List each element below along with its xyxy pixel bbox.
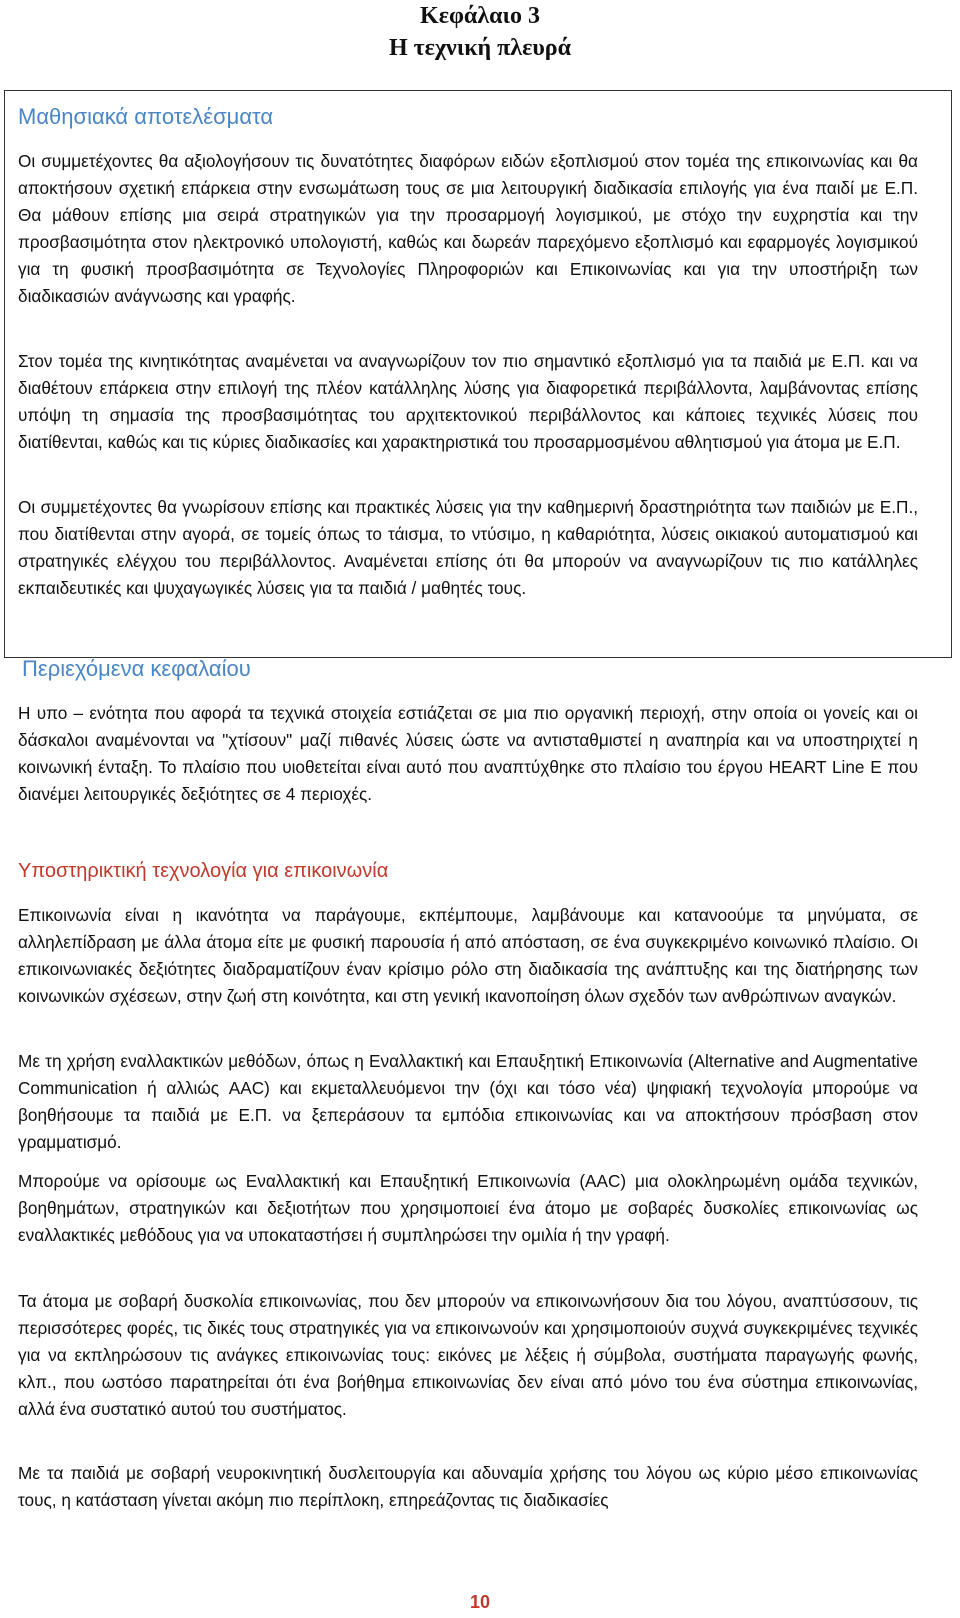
chapter-number: Κεφάλαιο 3 xyxy=(420,3,540,29)
outcomes-paragraph-2: Στον τομέα της κινητικότητας αναμένεται να αναγνωρίζουν τον πιο σημαντικό εξοπλισμό για τα παιδιά με Ε.Π. και να διαθέτουν επάρκεια στην επιλογή της πλέον κατάλληλης λύσης για διαφορετικά περιβάλλοντα, λαμβάνοντας επίσης υπόψη τη σημασία της προσβασιμότητας του αρχιτεκτονικού περιβάλλοντος και κάποιες τεχνικές λύσεις που διατίθενται, καθώς και τις κύριες διαδικασίες και χαρακτηριστικά του προσαρμοσμένου αθλητισμού για άτομα με Ε.Π. xyxy=(18,351,918,452)
section-paragraph-2: Με τη χρήση εναλλακτικών μεθόδων, όπως η Εναλλακτική και Επαυξητική Επικοινωνία (Alternative and Augmentative Communication ή αλλιώς AAC) και εκμεταλλευόμενοι την (όχι και τόσο νέα) ψηφιακή τεχνολογία μπορούμε να βοηθήσουμε τα παιδιά με Ε.Π. να ξεπεράσουν τα εμπόδια επικοινωνίας και να αποκτήσουν πρόσβαση στον γραμματισμό. xyxy=(18,1051,918,1152)
contents-paragraph: Η υπο – ενότητα που αφορά τα τεχνικά στοιχεία εστιάζεται σε μια πιο οργανική περιοχή, στην οποία οι γονείς και οι δάσκαλοι αναμένονται να "χτίσουν" μαζί πιθανές λύσεις ώστε να αντισταθμιστεί η αναπηρία και να υποστηριχτεί η κοινωνική ένταξη. Το πλαίσιο που υιοθετείται είναι αυτό που αναπτύχθηκε στο πλαίσιο του έργου HEART Line E που διανέμει λειτουργικές δεξιότητες σε 4 περιοχές. xyxy=(18,703,918,804)
chapter-title xyxy=(0,0,960,64)
section-paragraph-4: Τα άτομα με σοβαρή δυσκολία επικοινωνίας, που δεν μπορούν να επικοινωνήσουν δια του λόγου, αναπτύσσουν, τις περισσότερες φορές, τις δικές τους στρατηγικές για να επικοινωνούν και χρησιμοποιούν συχνά συγκεκριμένες τεχνικές για να εκπληρώσουν τις ανάγκες επικοινωνίας τους: εικόνες με λέξεις ή σύμβολα, συστήματα παραγωγής φωνής, κλπ., που ωστόσο παρατηρείται ότι ένα βοήθημα επικοινωνίας δεν είναι από μόνο του ένα σύστημα επικοινωνίας, αλλά ένα συστατικό αυτού του συστήματος. xyxy=(18,1291,918,1419)
section-paragraph-5: Με τα παιδιά με σοβαρή νευροκινητική δυσλειτουργία και αδυναμία χρήσης του λόγου ως κύριο μέσο επικοινωνίας τους, η κατάσταση γίνεται ακόμη πιο περίπλοκη, επηρεάζοντας τις διαδικασίες xyxy=(18,1463,918,1510)
outcomes-paragraph-1: Οι συμμετέχοντες θα αξιολογήσουν τις δυνατότητες διαφόρων ειδών εξοπλισμού στον τομέα της επικοινωνίας και θα αποκτήσουν σχετική επάρκεια στην ενσωμάτωση τους σε μια λειτουργική διαδικασία επιλογής για ένα παιδί με Ε.Π. Θα μάθουν επίσης μια σειρά στρατηγικών για την προσαρμογή λογισμικού, με στόχο την ευχρηστία και την προσβασιμότητα στον ηλεκτρονικό υπολογιστή, καθώς και δωρεάν παρεχόμενο εξοπλισμό και εφαρμογές λογισμικού για τη φυσική προσβασιμότητα σε Τεχνολογίες Πληροφοριών και Επικοινωνίας και για την υποστήριξη των διαδικασιών ανάγνωσης και γραφής. xyxy=(18,151,918,306)
section-paragraph-3: Μπορούμε να ορίσουμε ως Εναλλακτική και Επαυξητική Επικοινωνία (AAC) μια ολοκληρωμένη ομάδα τεχνικών, βοηθημάτων, στρατηγικών και δεξιοτήτων που χρησιμοποιεί ένα άτομο με σοβαρές δυσκολίες επικοινωνίας ως εναλλακτικές μεθόδους για να υποκαταστήσει ή συμπληρώσει την ομιλία ή την γραφή. xyxy=(18,1171,918,1245)
chapter-subtitle: Η τεχνική πλευρά xyxy=(388,35,572,61)
page-number: 10 xyxy=(469,1592,491,1612)
outcomes-paragraph-3: Οι συμμετέχοντες θα γνωρίσουν επίσης και πρακτικές λύσεις για την καθημερινή δραστηριότητα των παιδιών με Ε.Π., που διατίθενται στην αγορά, σε τομείς όπως το τάισμα, το ντύσιμο, η καθαριότητα, λύσεις οικιακού αυτοματισμού και στρατηγικές ελέγχου του περιβάλλοντος. Αναμένεται επίσης ότι θα μπορούν να αναγνωρίζουν τις πιο κατάλληλες εκπαιδευτικές και ψυχαγωγικές λύσεις για τα παιδιά / μαθητές τους. xyxy=(18,497,918,598)
section-heading: Υποστηρικτική τεχνολογία για επικοινωνία xyxy=(18,860,389,882)
section-paragraph-1: Επικοινωνία είναι η ικανότητα να παράγουμε, εκπέμπουμε, λαμβάνουμε και κατανοούμε τα μηνύματα, σε αλληλεπίδραση με άλλα άτομα είτε με φυσική παρουσία ή από απόσταση, σε ένα συγκεκριμένο κοινωνικό πλαίσιο. Οι επικοινωνιακές δεξιότητες διαδραματίζουν έναν κρίσιμο ρόλο στη διαδικασία της ανάπτυξης και της διατήρησης των κοινωνικών σχέσεων, στην ζωή στη κοινότητα, και στη γενική ικανοποίηση όλων σχεδόν των ανθρώπινων αναγκών. xyxy=(18,905,918,1006)
chapter-contents-heading: Περιεχόμενα κεφαλαίου xyxy=(22,656,251,681)
learning-outcomes-heading: Μαθησιακά αποτελέσματα xyxy=(18,104,274,129)
